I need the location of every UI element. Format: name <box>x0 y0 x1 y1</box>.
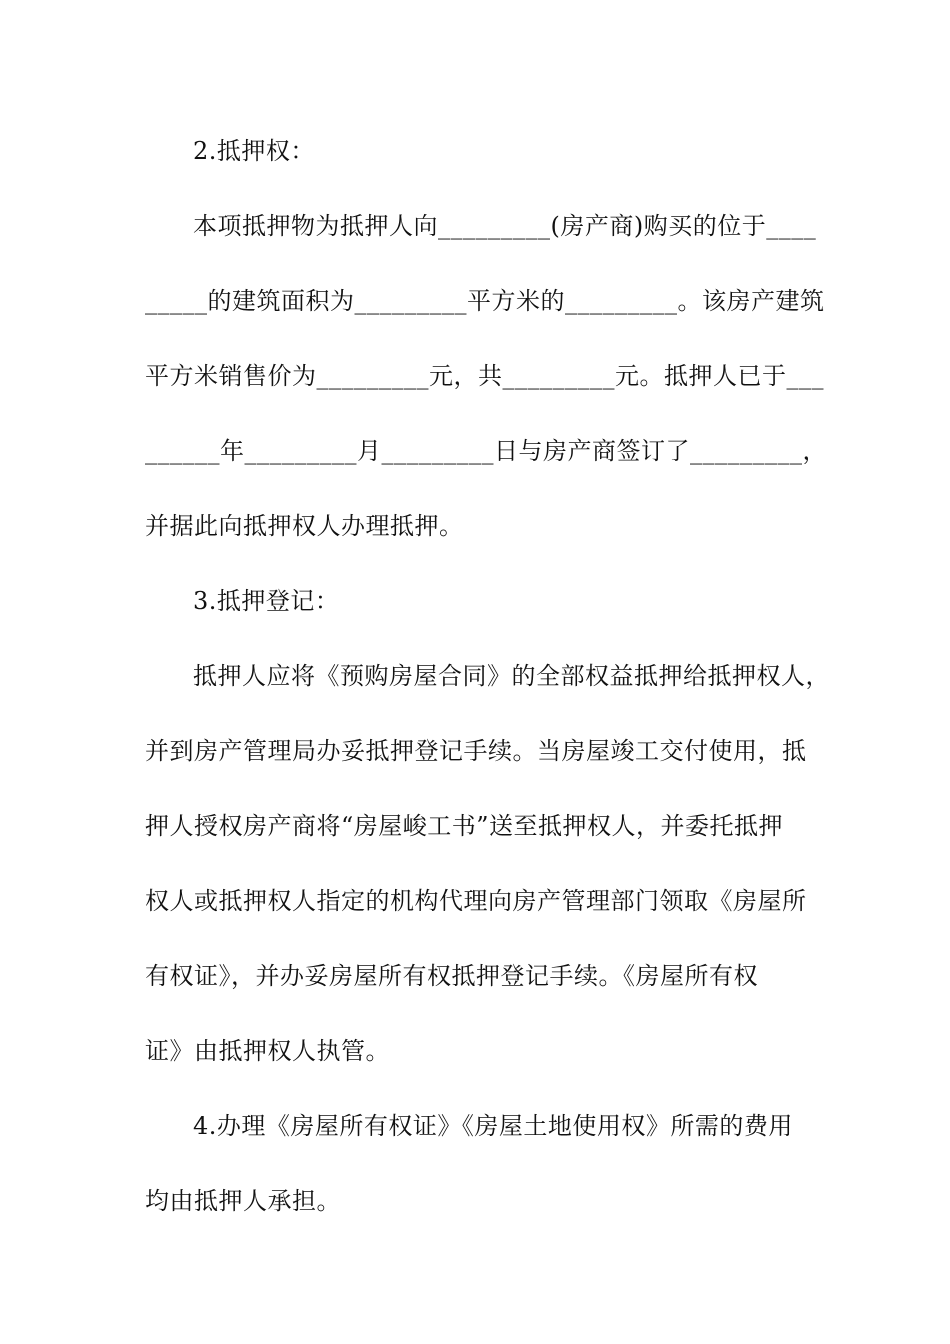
paragraph-line: 均由抵押人承担。 <box>145 1187 341 1215</box>
paragraph-line: 证》由抵押权人执管。 <box>145 1037 390 1065</box>
section-heading-mortgage-registration: 3.抵押登记： <box>193 587 340 615</box>
section-heading-fees: 4.办理《房屋所有权证》《房屋土地使用权》所需的费用 <box>193 1112 793 1140</box>
paragraph-line: 并到房产管理局办妥抵押登记手续。当房屋竣工交付使用，抵 <box>145 737 807 765</box>
paragraph-line: 并据此向抵押权人办理抵押。 <box>145 512 464 540</box>
section-heading-mortgage-right: 2.抵押权： <box>193 137 315 165</box>
paragraph-line: ______年_________月_________日与房产商签订了_________， <box>145 437 827 465</box>
paragraph-line: 押人授权房产商将“房屋峻工书”送至抵押权人，并委托抵押 <box>145 812 784 840</box>
paragraph-line: 抵押人应将《预购房屋合同》的全部权益抵押给抵押权人， <box>193 662 830 690</box>
paragraph-line: 有权证》，并办妥房屋所有权抵押登记手续。《房屋所有权 <box>145 962 758 990</box>
paragraph-line: 权人或抵押权人指定的机构代理向房产管理部门领取《房屋所 <box>145 887 807 915</box>
paragraph-line: _____的建筑面积为_________平方米的_________。该房产建筑 <box>145 287 825 315</box>
paragraph-line: 平方米销售价为_________元，共_________元。抵押人已于___ <box>145 362 824 390</box>
paragraph-line: 本项抵押物为抵押人向_________(房产商)购买的位于____ <box>193 212 817 240</box>
